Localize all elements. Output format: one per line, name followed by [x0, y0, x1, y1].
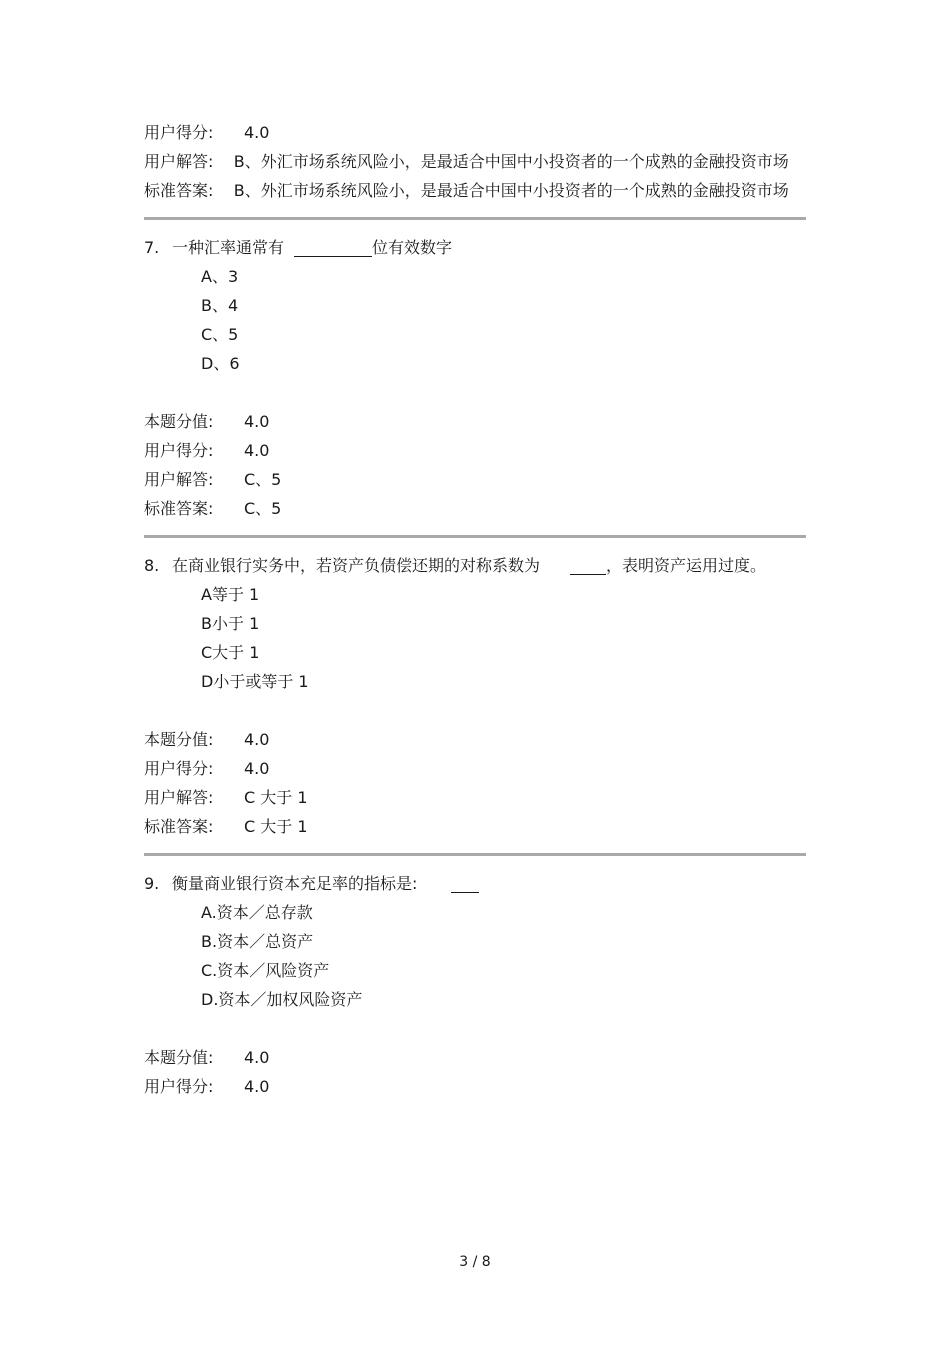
option-a: A.资本／总存款 [201, 903, 313, 922]
std-answer-label: 标准答案: [144, 499, 214, 518]
user-answer-value: C、5 [244, 470, 282, 489]
option-b: B、4 [201, 296, 239, 315]
user-answer-label: 用户解答: [144, 470, 214, 489]
std-answer-value: C 大于 1 [244, 817, 308, 836]
question-number: 7. [144, 238, 160, 257]
answer-blank [570, 556, 606, 575]
user-answer-row [144, 465, 806, 494]
points-value: 4.0 [244, 1048, 270, 1067]
question-7 [144, 233, 806, 262]
user-answer-label: 用户解答: [144, 152, 214, 171]
divider [144, 217, 806, 220]
std-answer-label: 标准答案: [144, 181, 214, 200]
score-label: 用户得分: [144, 759, 214, 778]
divider [144, 535, 806, 538]
divider [144, 853, 806, 856]
points-row [144, 725, 806, 754]
question-9 [144, 869, 806, 898]
prev-user-answer-row [144, 147, 806, 176]
points-value: 4.0 [244, 412, 270, 431]
option-d: D小于或等于 1 [201, 672, 309, 691]
option-a: A、3 [201, 267, 239, 286]
question-text: 一种汇率通常有 [172, 238, 285, 257]
question-text-tail: 位有效数字 [372, 238, 453, 257]
user-answer-value: C 大于 1 [244, 788, 308, 807]
std-answer-value: B、外汇市场系统风险小，是最适合中国中小投资者的一个成熟的金融投资市场 [233, 181, 789, 200]
option-b: B.资本／总资产 [201, 932, 314, 951]
std-answer-row [144, 494, 806, 523]
option-c: C.资本／风险资产 [201, 961, 330, 980]
std-answer-row [144, 812, 806, 841]
document-page [144, 118, 806, 1101]
points-value: 4.0 [244, 730, 270, 749]
user-answer-row [144, 783, 806, 812]
option-d: D、6 [201, 354, 240, 373]
question-number: 9. [144, 874, 160, 893]
points-label: 本题分值: [144, 1048, 214, 1067]
points-row [144, 407, 806, 436]
question-text: 在商业银行实务中，若资产负债偿还期的对称系数为 [172, 556, 541, 575]
score-row [144, 1072, 806, 1101]
points-label: 本题分值: [144, 412, 214, 431]
question-text: 衡量商业银行资本充足率的指标是: [172, 874, 418, 893]
option-b: B小于 1 [201, 614, 260, 633]
score-value: 4.0 [244, 759, 270, 778]
score-label: 用户得分: [144, 441, 214, 460]
user-answer-label: 用户解答: [144, 788, 214, 807]
points-row [144, 1043, 806, 1072]
std-answer-value: C、5 [244, 499, 282, 518]
page-number: 3 / 8 [459, 1254, 491, 1270]
score-value: 4.0 [244, 1077, 270, 1096]
question-text-tail: ，表明资产运用过度。 [606, 556, 767, 575]
score-value: 4.0 [244, 441, 270, 460]
option-c: C、5 [201, 325, 239, 344]
score-row [144, 754, 806, 783]
question-8 [144, 551, 806, 580]
option-c: C大于 1 [201, 643, 260, 662]
answer-blank [294, 238, 372, 257]
answer-blank [451, 874, 479, 893]
user-answer-value: B、外汇市场系统风险小，是最适合中国中小投资者的一个成熟的金融投资市场 [233, 152, 789, 171]
score-label: 用户得分: [144, 1077, 214, 1096]
score-label: 用户得分: [144, 123, 214, 142]
score-row [144, 436, 806, 465]
points-label: 本题分值: [144, 730, 214, 749]
question-number: 8. [144, 556, 160, 575]
std-answer-label: 标准答案: [144, 817, 214, 836]
score-value: 4.0 [244, 123, 270, 142]
option-a: A等于 1 [201, 585, 260, 604]
option-d: D.资本／加权风险资产 [201, 990, 363, 1009]
prev-score-row [144, 118, 806, 147]
prev-std-answer-row [144, 176, 806, 205]
